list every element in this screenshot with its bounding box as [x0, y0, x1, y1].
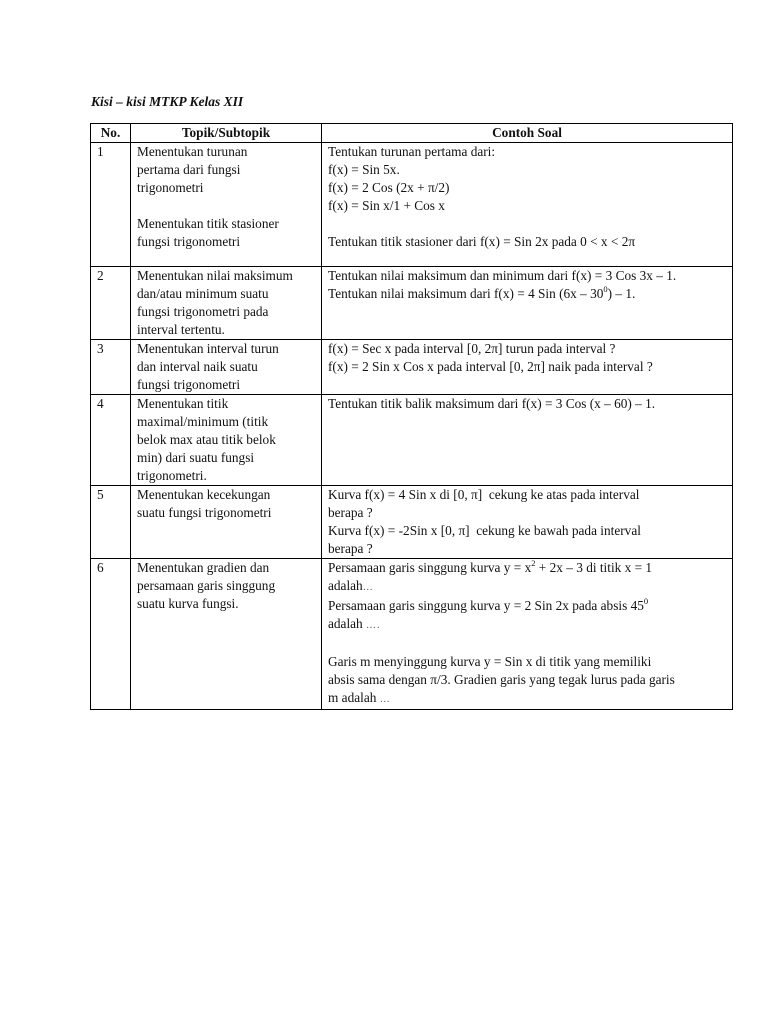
topic-line: dan/atau minimum suatu	[137, 286, 269, 301]
soal-cell	[322, 486, 733, 559]
table-row	[91, 267, 733, 340]
row-number: 4	[91, 395, 131, 486]
topic-line: persamaan garis singgung	[137, 578, 276, 593]
soal-line	[328, 559, 732, 577]
topic-cell	[131, 340, 322, 395]
row-number: 2	[91, 267, 131, 340]
document-title: Kisi – kisi MTKP Kelas XII	[91, 94, 244, 109]
soal-text: + 2x – 3 di titik x = 1	[535, 560, 653, 575]
header-topik-subtopik: Topik/Subtopik	[131, 124, 322, 143]
soal-line: f(x) = Sin 5x.	[328, 162, 400, 177]
topic-line: fungsi trigonometri	[137, 377, 241, 392]
topic-line: Menentukan interval turun	[137, 341, 279, 356]
topic-line: suatu fungsi trigonometri	[137, 505, 272, 520]
soal-line: Kurva f(x) = 4 Sin x di [0, π] cekung ke atas pada interval	[328, 487, 640, 502]
header-no: No.	[91, 124, 131, 143]
topic-line: maximal/minimum (titik	[137, 414, 269, 429]
soal-text: adalah	[328, 616, 367, 631]
topic-line: trigonometri.	[137, 468, 207, 483]
topic-cell	[131, 267, 322, 340]
topic-line: fungsi trigonometri pada	[137, 304, 269, 319]
ellipsis: …	[379, 694, 391, 705]
row-number: 6	[91, 559, 131, 710]
topic-line: Menentukan turunan	[137, 144, 248, 159]
soal-line: Tentukan titik stasioner dari f(x) = Sin 2x pada 0 < x < 2π	[328, 234, 636, 249]
soal-line: absis sama dengan π/3. Gradien garis yang tegak lurus pada garis	[328, 672, 675, 687]
soal-line: Kurva f(x) = -2Sin x [0, π] cekung ke bawah pada interval	[328, 523, 641, 538]
soal-text: adalah	[328, 578, 363, 593]
topic-cell	[131, 486, 322, 559]
topic-line: suatu kurva fungsi.	[137, 596, 239, 611]
topic-line: Menentukan titik stasioner	[137, 216, 279, 231]
topic-line: Menentukan kecekungan	[137, 487, 271, 502]
topic-line: pertama dari fungsi	[137, 162, 241, 177]
soal-cell	[322, 340, 733, 395]
topic-cell	[131, 395, 322, 486]
row-number: 1	[91, 143, 131, 267]
table-header-row	[91, 124, 733, 143]
table-row	[91, 559, 733, 710]
soal-line: berapa ?	[328, 505, 373, 520]
soal-line: berapa ?	[328, 541, 373, 556]
soal-cell	[322, 267, 733, 340]
kisi-kisi-table	[90, 123, 733, 710]
soal-cell	[322, 143, 733, 267]
table-row	[91, 340, 733, 395]
topic-line: belok max atau titik belok	[137, 432, 276, 447]
exponent-superscript: 2	[531, 558, 536, 568]
soal-line: Garis m menyinggung kurva y = Sin x di titik yang memiliki	[328, 654, 652, 669]
soal-line: f(x) = 2 Cos (2x + π/2)	[328, 180, 450, 195]
soal-line: f(x) = Sin x/1 + Cos x	[328, 198, 445, 213]
soal-line: f(x) = 2 Sin x Cos x pada interval [0, 2π] naik pada interval ?	[328, 359, 653, 374]
header-contoh-soal: Contoh Soal	[322, 124, 733, 143]
soal-text: ) – 1.	[607, 286, 636, 301]
topic-line: Menentukan titik	[137, 396, 229, 411]
topic-cell	[131, 559, 322, 710]
soal-text: Persamaan garis singgung kurva y = x	[328, 560, 532, 575]
soal-cell	[322, 559, 733, 710]
ellipsis: …	[362, 582, 374, 593]
topic-cell	[131, 143, 322, 267]
soal-line	[328, 615, 732, 635]
soal-line: Tentukan nilai maksimum dan minimum dari f(x) = 3 Cos 3x – 1.	[328, 268, 677, 283]
soal-text: Tentukan nilai maksimum dari f(x) = 4 Sin (6x – 30	[328, 286, 604, 301]
soal-line	[328, 597, 732, 615]
soal-line	[328, 577, 732, 597]
topic-line: Menentukan gradien dan	[137, 560, 270, 575]
soal-line	[328, 689, 732, 709]
table-row	[91, 486, 733, 559]
soal-line	[328, 285, 732, 303]
degree-superscript: 0	[603, 284, 608, 294]
topic-line: Menentukan nilai maksimum	[137, 268, 293, 283]
soal-cell	[322, 395, 733, 486]
row-number: 5	[91, 486, 131, 559]
row-number: 3	[91, 340, 131, 395]
soal-text: Persamaan garis singgung kurva y = 2 Sin 2x pada absis 45	[328, 598, 644, 613]
table-row	[91, 395, 733, 486]
degree-superscript: 0	[643, 596, 649, 606]
soal-line: Tentukan turunan pertama dari:	[328, 144, 496, 159]
soal-line: Tentukan titik balik maksimum dari f(x) = 3 Cos (x – 60) – 1.	[328, 396, 656, 411]
soal-line: f(x) = Sec x pada interval [0, 2π] turun pada interval ?	[328, 341, 616, 356]
topic-line: dan interval naik suatu	[137, 359, 258, 374]
table-row	[91, 143, 733, 267]
topic-line: interval tertentu.	[137, 322, 225, 337]
ellipsis: ….	[366, 620, 381, 631]
topic-line: trigonometri	[137, 180, 204, 195]
soal-text: m adalah	[328, 690, 380, 705]
topic-line: fungsi trigonometri	[137, 234, 241, 249]
topic-line: min) dari suatu fungsi	[137, 450, 255, 465]
